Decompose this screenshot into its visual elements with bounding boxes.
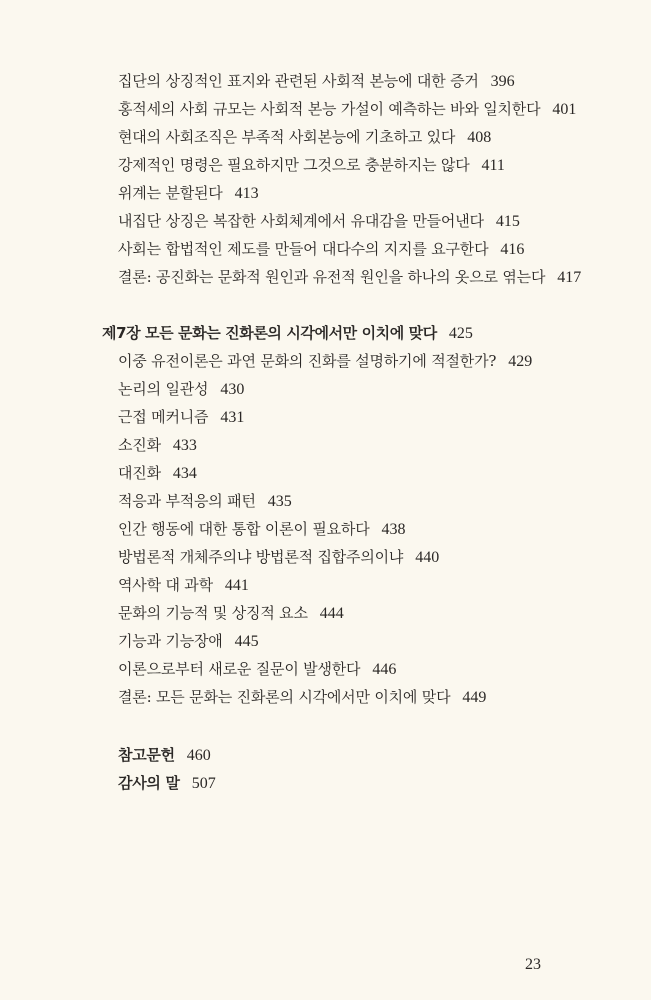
toc-entry xyxy=(118,351,532,372)
toc-entry-title: 논리의 일관성 xyxy=(118,380,209,398)
toc-entry-title: 현대의 사회조직은 부족적 사회본능에 기초하고 있다 xyxy=(118,128,456,146)
toc-entry-title: 대진화 xyxy=(118,464,161,482)
toc-entry-title: 적응과 부적응의 패턴 xyxy=(118,492,256,510)
toc-entry-title: 결론: 공진화는 문화적 원인과 유전적 원인을 하나의 옷으로 엮는다 xyxy=(118,268,546,286)
toc-entry xyxy=(118,379,244,400)
toc-entry xyxy=(118,267,581,288)
toc-entry xyxy=(118,575,249,596)
toc-entry xyxy=(118,463,197,484)
toc-entry-page: 444 xyxy=(319,605,344,622)
page-number: 23 xyxy=(525,956,541,973)
toc-entry-page: 440 xyxy=(415,549,440,566)
toc-entry-page: 431 xyxy=(220,409,245,426)
chapter-page: 425 xyxy=(448,325,473,342)
toc-entry xyxy=(118,407,244,428)
toc-entry-page: 415 xyxy=(495,213,520,230)
toc-entry-page: 413 xyxy=(234,185,259,202)
toc-entry-title: 방법론적 개체주의냐 방법론적 집합주의이냐 xyxy=(118,548,404,566)
toc-entry-page: 401 xyxy=(552,101,577,118)
toc-entry-page: 416 xyxy=(500,241,525,258)
toc-entry-page: 433 xyxy=(172,437,197,454)
backmatter-title: 감사의 말 xyxy=(118,774,180,792)
toc-entry xyxy=(118,155,505,176)
backmatter-title: 참고문헌 xyxy=(118,746,175,764)
toc-entry-page: 438 xyxy=(381,521,406,538)
toc-entry xyxy=(118,99,576,120)
toc-entry xyxy=(118,631,259,652)
toc-entry xyxy=(118,687,486,708)
toc-entry-title: 사회는 합법적인 제도를 만들어 대다수의 지지를 요구한다 xyxy=(118,240,489,258)
toc-entry xyxy=(118,71,515,92)
toc-entry-title: 이론으로부터 새로운 질문이 발생한다 xyxy=(118,660,361,678)
toc-entry-page: 408 xyxy=(467,129,492,146)
toc-entry-title: 내집단 상징은 복잡한 사회체계에서 유대감을 만들어낸다 xyxy=(118,212,484,230)
toc-entry-page: 434 xyxy=(172,465,197,482)
toc-entry xyxy=(118,491,292,512)
chapter-title: 제7장 모든 문화는 진화론의 시각에서만 이치에 맞다 xyxy=(102,324,437,342)
toc-entry xyxy=(118,435,197,456)
toc-entry-title: 집단의 상징적인 표지와 관련된 사회적 본능에 대한 증거 xyxy=(118,72,479,90)
toc-entry-title: 위계는 분할된다 xyxy=(118,184,223,202)
toc-entry-title: 홍적세의 사회 규모는 사회적 본능 가설이 예측하는 바와 일치한다 xyxy=(118,100,541,118)
toc-entry-page: 430 xyxy=(220,381,245,398)
toc-entry xyxy=(118,659,396,680)
toc-entry-title: 결론: 모든 문화는 진화론의 시각에서만 이치에 맞다 xyxy=(118,688,451,706)
toc-entry-page: 411 xyxy=(481,157,505,174)
toc-entry-page: 396 xyxy=(490,73,515,90)
toc-entry xyxy=(118,239,524,260)
toc-entry-page: 441 xyxy=(224,577,249,594)
toc-entry-page: 449 xyxy=(462,689,487,706)
backmatter-page: 507 xyxy=(191,775,216,792)
toc-backmatter-entry xyxy=(118,773,216,794)
toc-entry xyxy=(118,519,405,540)
toc-entry-title: 이중 유전이론은 과연 문화의 진화를 설명하기에 적절한가? xyxy=(118,352,497,370)
toc-entry xyxy=(118,127,491,148)
backmatter-page: 460 xyxy=(186,747,211,764)
toc-entry-page: 417 xyxy=(557,269,582,286)
toc-entry-title: 문화의 기능적 및 상징적 요소 xyxy=(118,604,308,622)
toc-entry-page: 435 xyxy=(267,493,292,510)
toc-entry-title: 강제적인 명령은 필요하지만 그것으로 충분하지는 않다 xyxy=(118,156,470,174)
toc-backmatter-entry xyxy=(118,745,211,766)
toc-entry-page: 446 xyxy=(372,661,397,678)
toc-entry-page: 445 xyxy=(234,633,259,650)
toc-entry-page: 429 xyxy=(508,353,533,370)
toc-entry-title: 역사학 대 과학 xyxy=(118,576,213,594)
toc-entry-title: 근접 메커니즘 xyxy=(118,408,209,426)
toc-entry xyxy=(118,183,259,204)
toc-entry-title: 인간 행동에 대한 통합 이론이 필요하다 xyxy=(118,520,370,538)
toc-entry-title: 기능과 기능장애 xyxy=(118,632,223,650)
toc-entry xyxy=(118,547,439,568)
toc-entry-title: 소진화 xyxy=(118,436,161,454)
chapter-heading xyxy=(102,323,473,344)
toc-entry xyxy=(118,603,344,624)
toc-entry xyxy=(118,211,520,232)
